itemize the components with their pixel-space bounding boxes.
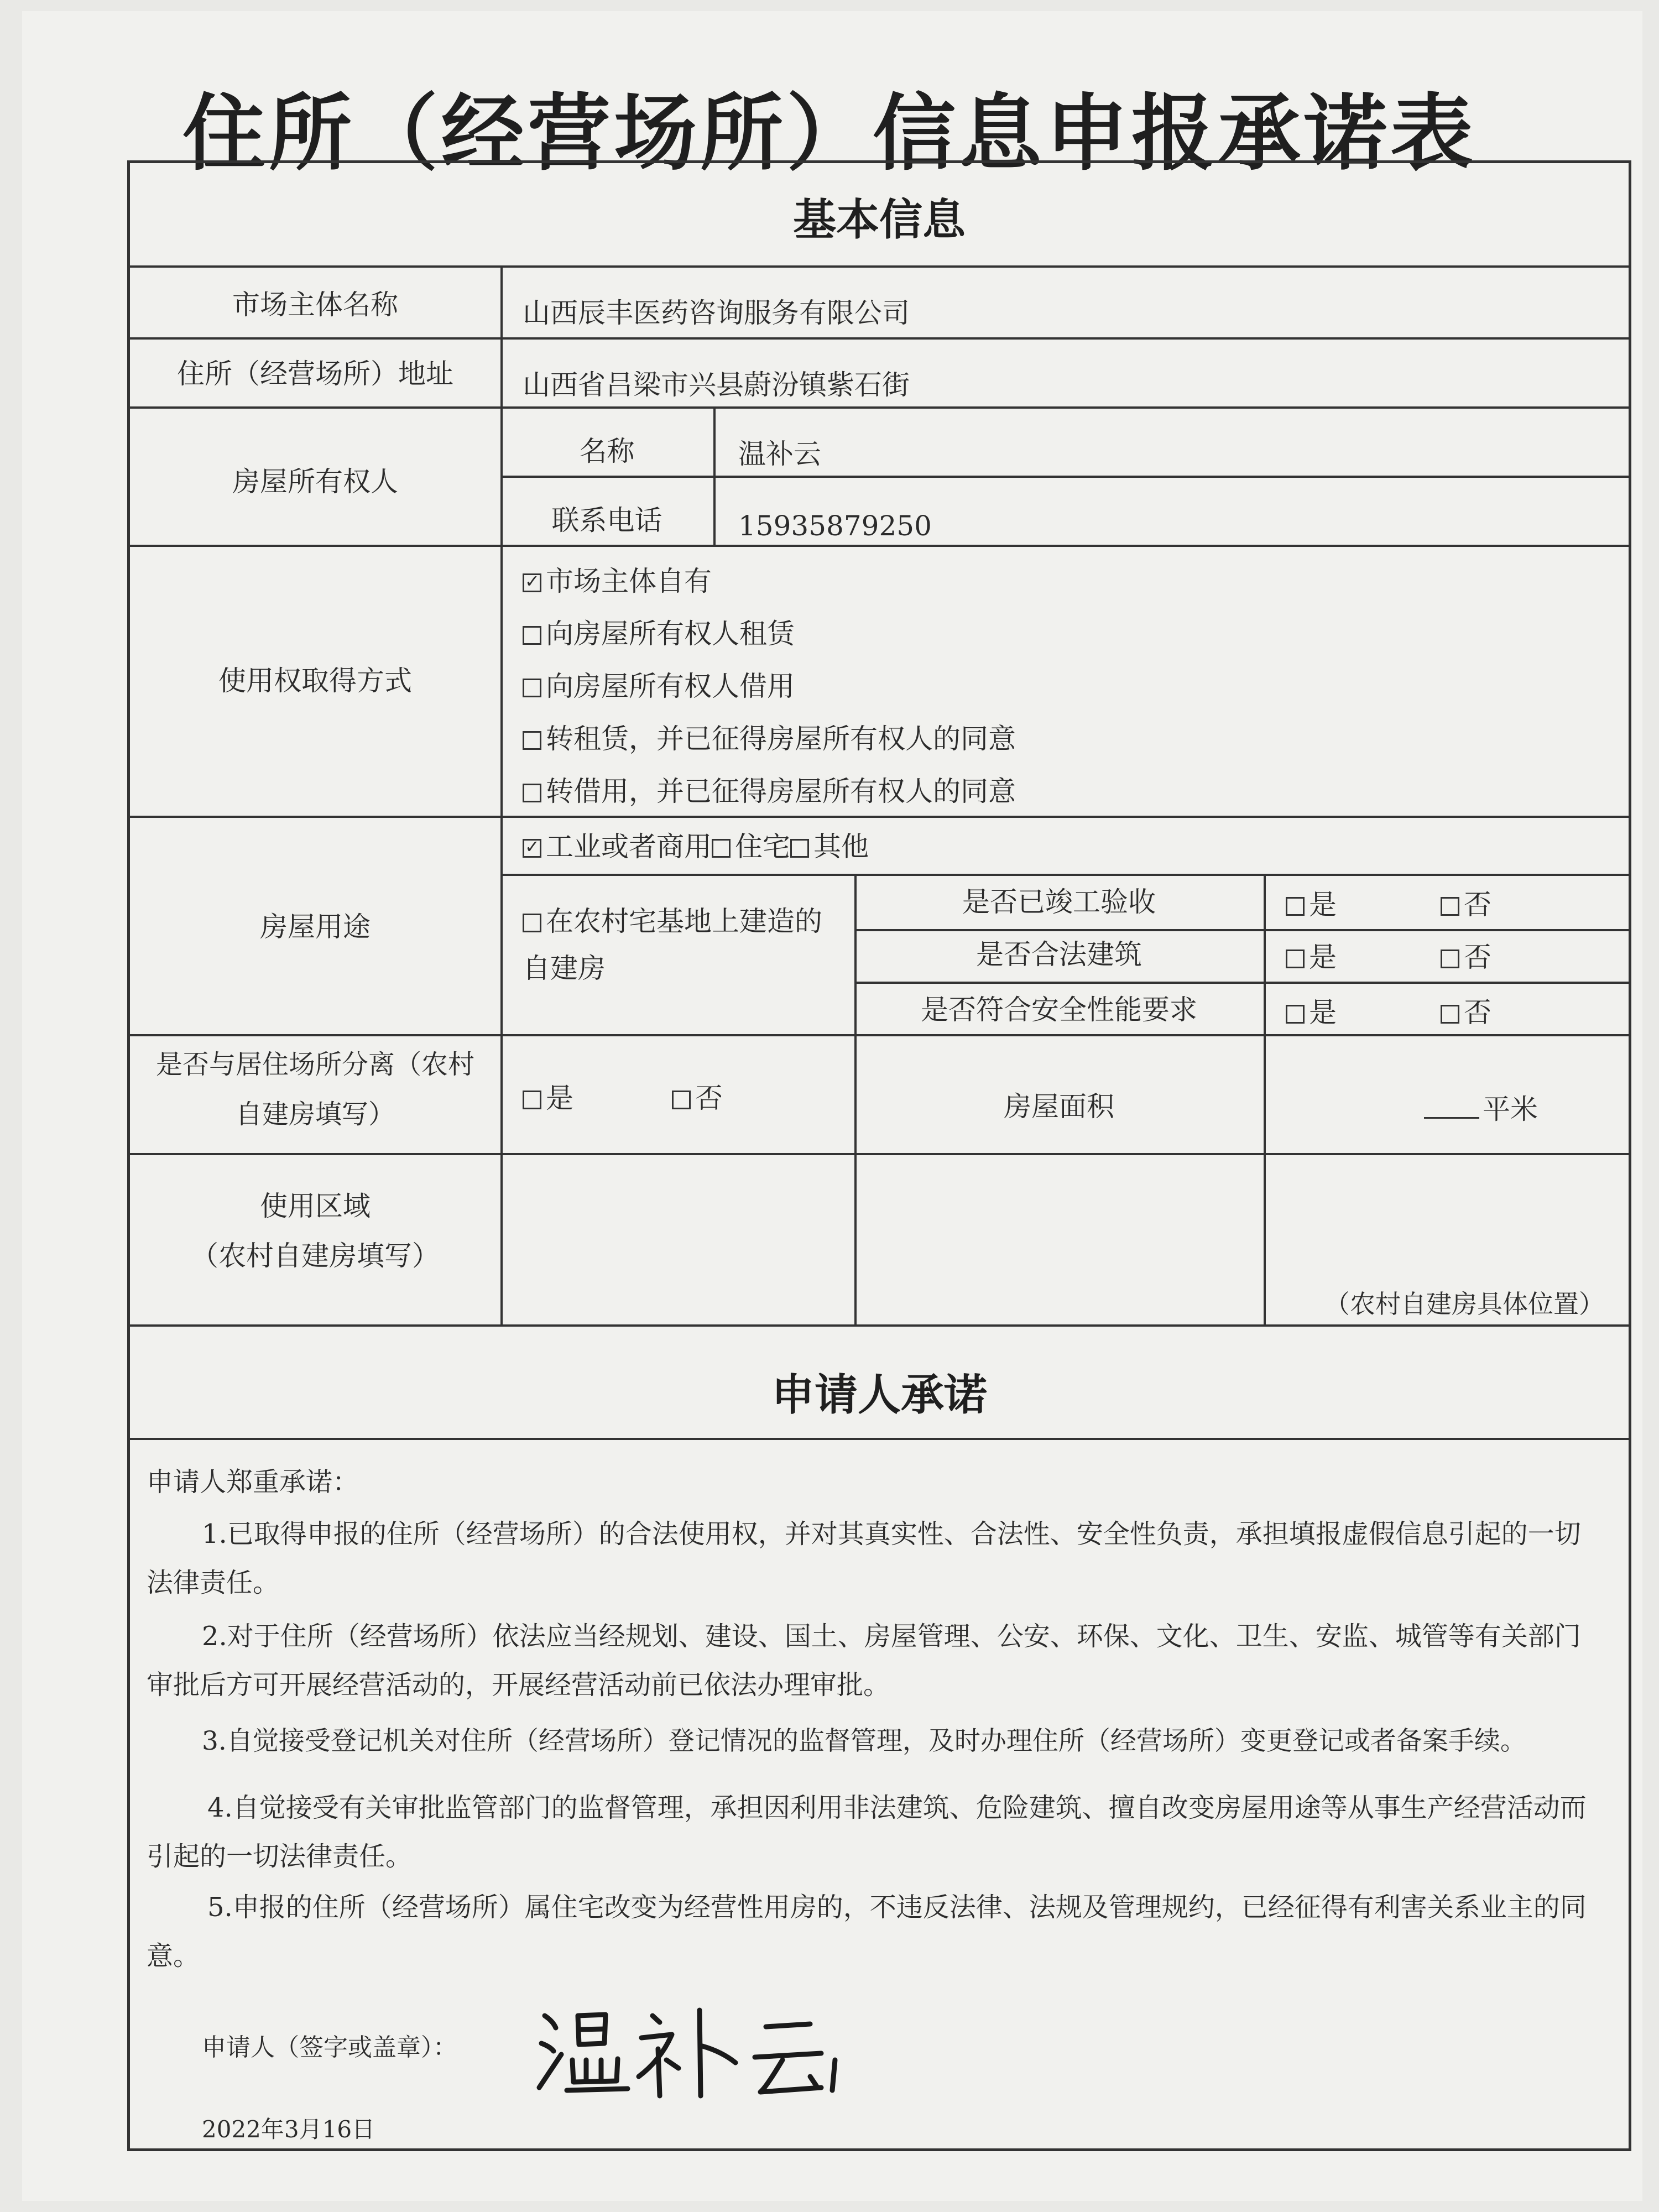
option-label: 工业或者商用 [546,831,712,863]
checkbox-icon [672,1091,691,1109]
checkbox-icon [1441,950,1459,968]
purpose-option-residential[interactable] [712,831,790,863]
declaration-form [127,160,1631,2151]
area-blank [1424,1095,1479,1119]
checkbox-icon [712,839,731,858]
usage-option-borrow[interactable] [523,669,795,704]
safety-no[interactable] [1441,995,1491,1030]
option-label: 市场主体自有 [546,565,712,597]
divider [130,406,1629,409]
purpose-option-other[interactable] [790,831,869,863]
option-label: 住宅 [735,831,790,863]
option-label: 其他 [813,831,869,863]
rural-option[interactable] [523,904,822,939]
divider [130,816,1629,818]
checkbox-icon [1441,897,1459,916]
address-value: 山西省吕梁市兴县蔚汾镇紫石街 [523,369,910,401]
option-label: 转借用，并已征得房屋所有权人的同意 [546,775,1016,807]
checkbox-icon [523,839,541,858]
purpose-option-commercial[interactable] [523,831,712,863]
usage-option-sub-borrow[interactable] [523,774,1016,809]
purpose-label: 房屋用途 [260,911,371,943]
owner-label: 房屋所有权人 [232,466,398,498]
purpose-options [523,830,869,864]
divider [130,265,1629,268]
usage-right-label: 使用权取得方式 [218,665,412,697]
separate-yes[interactable] [523,1081,573,1116]
region-note: （农村自建房具体位置） [1324,1289,1604,1319]
page-title: 住所（经营场所）信息申报承诺表 [182,86,1477,182]
checkbox-icon [1441,1005,1459,1024]
divider [130,1438,1629,1440]
usage-option-self-owned[interactable] [523,564,712,599]
option-label: 在农村宅基地上建造的 [546,905,822,937]
divider [130,545,1629,547]
divider [130,1153,1629,1155]
checkbox-icon [523,1091,541,1109]
completed-no[interactable] [1441,888,1491,922]
divider [130,1324,1629,1327]
divider [1264,874,1266,1324]
applicant-label: 申请人（签字或盖章）： [202,2033,457,2062]
date: 2022年3月16日 [202,2116,375,2143]
owner-name-value: 温补云 [738,438,821,470]
divider [854,929,1629,931]
question-completed: 是否已竣工验收 [962,886,1156,918]
divider [500,265,503,1324]
usage-option-sublease[interactable] [523,722,1016,757]
area-field[interactable] [1424,1092,1538,1127]
divider [130,1034,1629,1036]
separate-label-line1: 是否与居住场所分离（农村 [155,1049,474,1080]
checkbox-icon [523,914,541,932]
checkbox-icon [1286,950,1305,968]
option-label: 向房屋所有权人租赁 [546,618,795,650]
checkbox-icon [523,679,541,697]
entity-name-label: 市场主体名称 [232,289,398,321]
entity-name-value: 山西辰丰医药咨询服务有限公司 [523,297,910,329]
divider [130,337,1629,340]
question-safety: 是否符合安全性能要求 [921,994,1197,1026]
area-unit: 平米 [1483,1093,1538,1125]
option-label: 转租赁，并已征得房屋所有权人的同意 [546,723,1016,755]
commitment-heading: 申请人承诺 [771,1370,987,1420]
commitment-intro: 申请人郑重承诺： [147,1467,359,1498]
commitment-item-1: 1.已取得申报的住所（经营场所）的合法使用权，并对其真实性、合法性、安全性负责，承担填报虚假信息引起的一切法律责任。 [147,1519,1581,1598]
commitment-item-4: 4.自觉接受有关审批监管部门的监督管理，承担因利用非法建筑、危险建筑、擅自改变房屋用途等从事生产经营活动而引起的一切法律责任。 [147,1792,1587,1872]
option-label: 向房屋所有权人借用 [546,670,795,702]
divider [854,982,1629,984]
option-label: 是 [1309,941,1337,973]
commitment-item-2: 2.对于住所（经营场所）依法应当经规划、建设、国土、房屋管理、公安、环保、文化、卫生、安监、城管等有关部门审批后方可开展经营活动的，开展经营活动前已依法办理审批。 [147,1621,1581,1700]
option-label: 否 [1464,941,1491,973]
signature-image [534,1994,843,2104]
checkbox-icon [1286,1005,1305,1024]
option-label: 是 [1309,889,1337,921]
address-label: 住所（经营场所）地址 [177,358,453,390]
divider [500,476,1629,478]
commitment-item-5: 5.申报的住所（经营场所）属住宅改变为经营性用房的，不违反法律、法规及管理规约，已经征得有利害关系业主的同意。 [147,1892,1587,1971]
option-label: 否 [1464,889,1491,921]
rural-option-line2: 自建房 [523,952,606,984]
commitment-item-3: 3.自觉接受登记机关对住所（经营场所）登记情况的监督管理，及时办理住所（经营场所）变更登记或者备案手续。 [202,1726,1526,1756]
separate-no[interactable] [672,1081,723,1116]
legal-no[interactable] [1441,940,1491,975]
region-label-line1: 使用区域 [260,1190,371,1222]
owner-phone-label: 联系电话 [551,504,662,536]
safety-yes[interactable] [1286,995,1337,1030]
legal-yes[interactable] [1286,940,1337,975]
option-label: 是 [1309,997,1337,1029]
usage-option-lease[interactable] [523,617,795,651]
area-label: 房屋面积 [1004,1091,1114,1123]
divider [500,874,1629,876]
checkbox-icon [523,573,541,592]
owner-name-label: 名称 [579,435,635,467]
checkbox-icon [790,839,809,858]
checkbox-icon [523,731,541,750]
owner-phone-value: 15935879250 [738,510,932,542]
basic-info-heading: 基本信息 [792,195,966,245]
question-legal: 是否合法建筑 [976,938,1142,971]
region-label-line2: （农村自建房填写） [191,1240,440,1272]
separate-label-line2: 自建房填写） [235,1099,395,1130]
option-label: 否 [1464,997,1491,1029]
checkbox-icon [523,784,541,802]
option-label: 是 [546,1082,573,1114]
completed-yes[interactable] [1286,888,1337,922]
checkbox-icon [523,626,541,645]
option-label: 否 [695,1082,723,1114]
checkbox-icon [1286,897,1305,916]
